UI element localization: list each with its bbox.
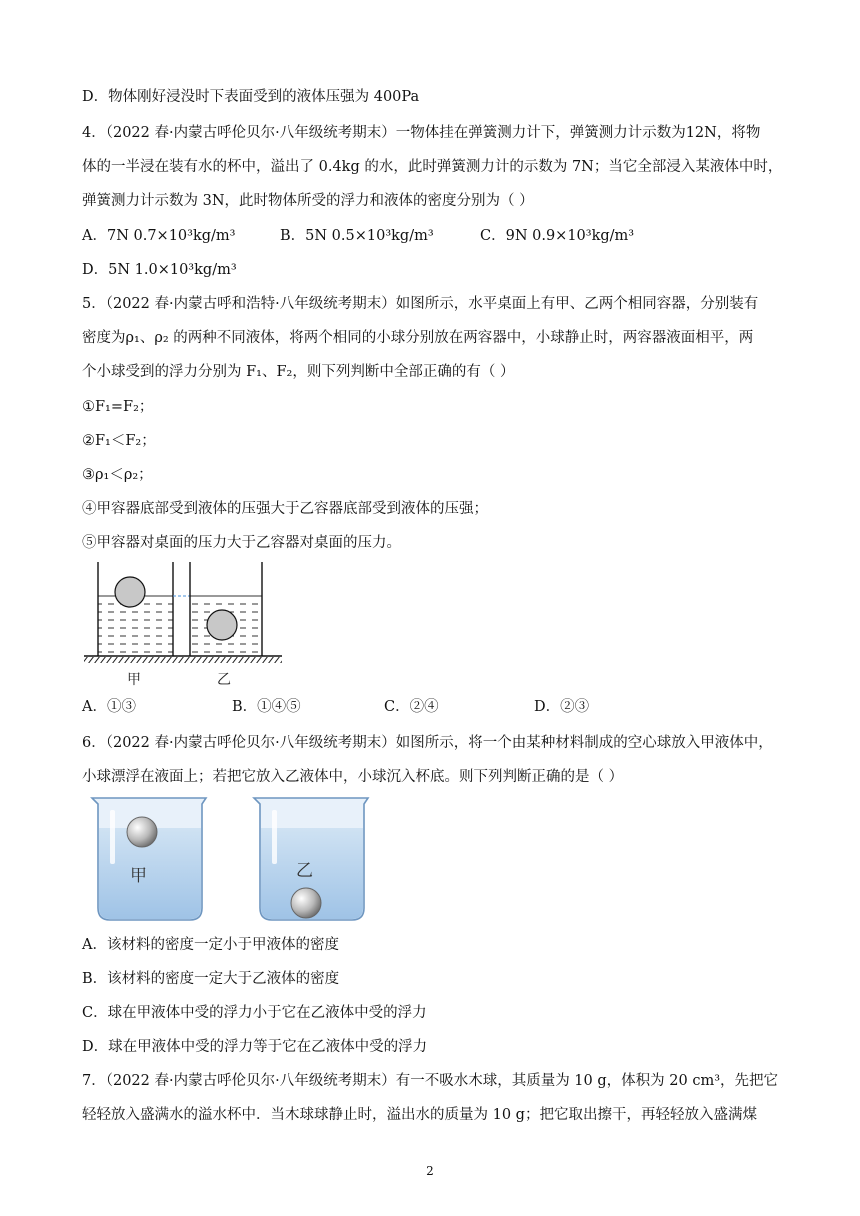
q5-statement-2: ②F₁＜F₂； [82, 433, 156, 449]
q4-stem-line-1: 4．（2022 春·内蒙古呼伦贝尔·八年级统考期末）一物体挂在弹簧测力计下，弹簧测力计示数为12N，将物 [82, 125, 761, 141]
q5-option-a: A．①③ [82, 699, 136, 715]
ball-b [291, 888, 321, 918]
q6-stem-line-2: 小球漂浮在液面上；若把它放入乙液体中，小球沉入杯底。则下列判断正确的是（ ） [82, 769, 624, 785]
ball-a [115, 577, 145, 607]
q5-stem-line-1: 5．（2022 春·内蒙古呼和浩特·八年级统考期末）如图所示，水平桌面上有甲、乙两个相同容器，分别装有 [82, 296, 759, 312]
q4-stem-line-3: 弹簧测力计示数为 3N，此时物体所受的浮力和液体的密度分别为（ ） [82, 193, 534, 209]
q7-stem-line-1: 7．（2022 春·内蒙古呼伦贝尔·八年级统考期末）有一不吸水木球，其质量为 10 g，体积为 20 cm³，先把它 [82, 1073, 779, 1089]
q4-option-c: C．9N 0.9×10³kg/m³ [480, 228, 635, 244]
glare-a [110, 810, 115, 864]
q6-beakers-figure [88, 796, 388, 926]
q4-option-b: B．5N 0.5×10³kg/m³ [280, 228, 434, 244]
fig-label-b: 乙 [296, 861, 313, 881]
q4-option-d: D．5N 1.0×10³kg/m³ [82, 262, 237, 278]
q5-stem-line-3: 个小球受到的浮力分别为 F₁、F₂，则下列判断中全部正确的有（ ） [82, 364, 515, 380]
table-hatch [84, 657, 282, 663]
q6-option-a: A．该材料的密度一定小于甲液体的密度 [82, 937, 339, 953]
q5-option-c: C．②④ [384, 699, 439, 715]
q5-containers-figure [82, 560, 287, 690]
q5-statement-4: ④甲容器底部受到液体的压强大于乙容器底部受到液体的压强； [82, 501, 488, 517]
q7-stem-line-2: 轻轻放入盛满水的溢水杯中．当木球球静止时，溢出水的质量为 10 g；把它取出擦干，再轻轻放入盛满煤 [82, 1107, 757, 1123]
q6-stem-line-1: 6．（2022 春·内蒙古呼伦贝尔·八年级统考期末）如图所示，将一个由某种材料制成的空心球放入甲液体中， [82, 735, 773, 751]
q4-stem-line-2: 体的一半浸在装有水的杯中，溢出了 0.4kg 的水，此时弹簧测力计的示数为 7N；当它全部浸入某液体中时， [82, 159, 783, 175]
fig-label-a: 甲 [127, 672, 141, 688]
fig-label-a: 甲 [130, 866, 147, 886]
q5-statement-3: ③ρ₁＜ρ₂； [82, 467, 153, 483]
q5-option-b: B．①④⑤ [232, 699, 301, 715]
q6-option-b: B．该材料的密度一定大于乙液体的密度 [82, 971, 340, 987]
fig-label-b: 乙 [217, 672, 231, 688]
ball-b [207, 610, 237, 640]
q3-option-d: D．物体刚好浸没时下表面受到的液体压强为 400Pa [82, 89, 420, 105]
q5-option-d: D．②③ [534, 699, 590, 715]
q4-option-a: A．7N 0.7×10³kg/m³ [82, 228, 236, 244]
q5-statement-1: ①F₁=F₂； [82, 399, 154, 415]
glare-b [272, 810, 277, 864]
q6-option-d: D．球在甲液体中受的浮力等于它在乙液体中受的浮力 [82, 1039, 428, 1055]
ball-a [127, 817, 157, 847]
q6-option-c: C．球在甲液体中受的浮力小于它在乙液体中受的浮力 [82, 1005, 427, 1021]
page-number: 2 [426, 1164, 434, 1178]
q5-stem-line-2: 密度为ρ₁、ρ₂ 的两种不同液体，将两个相同的小球分别放在两容器中，小球静止时，两容器液面相平，两 [82, 330, 754, 346]
q5-statement-5: ⑤甲容器对桌面的压力大于乙容器对桌面的压力。 [82, 535, 401, 551]
